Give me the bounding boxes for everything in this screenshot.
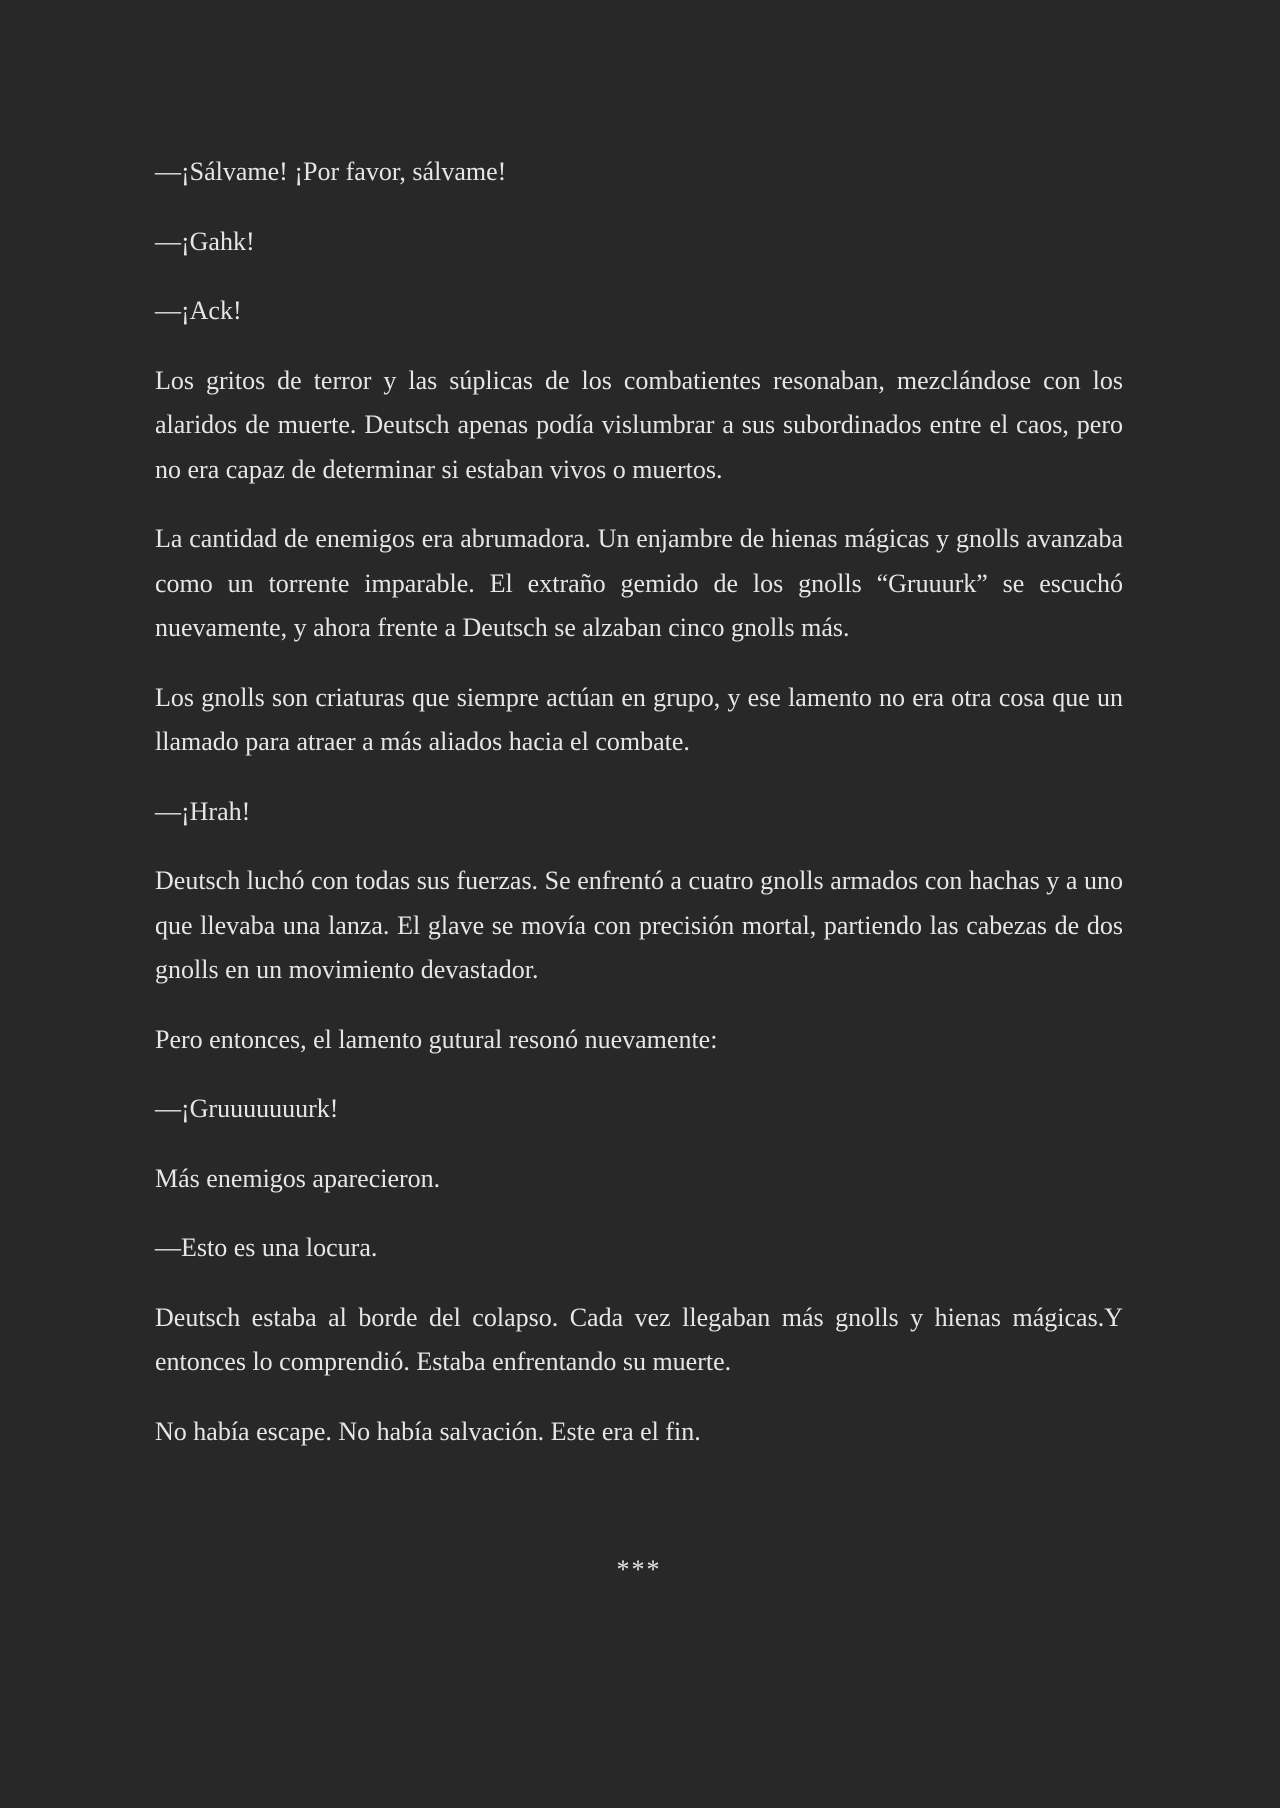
paragraph: La cantidad de enemigos era abrumadora. Un enjambre de hienas mágicas y gnolls avanzaba como un torrente imparable. El extraño gemido de los gnolls “Gruuurk” se escuchó nuevamente, y ahora frente a Deutsch se alzaban cinco gnolls más. bbox=[155, 524, 1123, 642]
paragraph: Los gnolls son criaturas que siempre actúan en grupo, y ese lamento no era otra cosa que un llamado para atraer a más aliados hacia el combate. bbox=[155, 682, 1123, 756]
section-separator: *** bbox=[616, 1555, 662, 1584]
paragraph: —¡Ack! bbox=[155, 296, 242, 325]
chapter-text bbox=[155, 150, 1123, 1479]
paragraph: —¡Sálvame! ¡Por favor, sálvame! bbox=[155, 157, 507, 186]
paragraph: Más enemigos aparecieron. bbox=[155, 1163, 441, 1193]
paragraph: Los gritos de terror y las súplicas de los combatientes resonaban, mezclándose con los alaridos de muerte. Deutsch apenas podía vislumbrar a sus subordinados entre el caos, pero no era capaz de determinar si estaban vivos o muertos. bbox=[155, 365, 1123, 484]
paragraph: —¡Gruuuuuuurk! bbox=[155, 1094, 339, 1123]
paragraph: No había escape. No había salvación. Este era el fin. bbox=[155, 1416, 701, 1446]
paragraph: —¡Hrah! bbox=[155, 796, 251, 826]
paragraph: Deutsch luchó con todas sus fuerzas. Se enfrentó a cuatro gnolls armados con hachas y a uno que llevaba una lanza. El glave se movía con precisión mortal, partiendo las cabezas de dos gnolls en un movimiento devastador. bbox=[155, 866, 1123, 984]
paragraph: Deutsch estaba al borde del colapso. Cada vez llegaban más gnolls y hienas mágicas.Y entonces lo comprendió. Estaba enfrentando su muerte. bbox=[155, 1302, 1123, 1376]
paragraph: Pero entonces, el lamento gutural resonó nuevamente: bbox=[155, 1024, 718, 1054]
paragraph: —¡Gahk! bbox=[155, 226, 255, 256]
paragraph: —Esto es una locura. bbox=[155, 1233, 378, 1262]
